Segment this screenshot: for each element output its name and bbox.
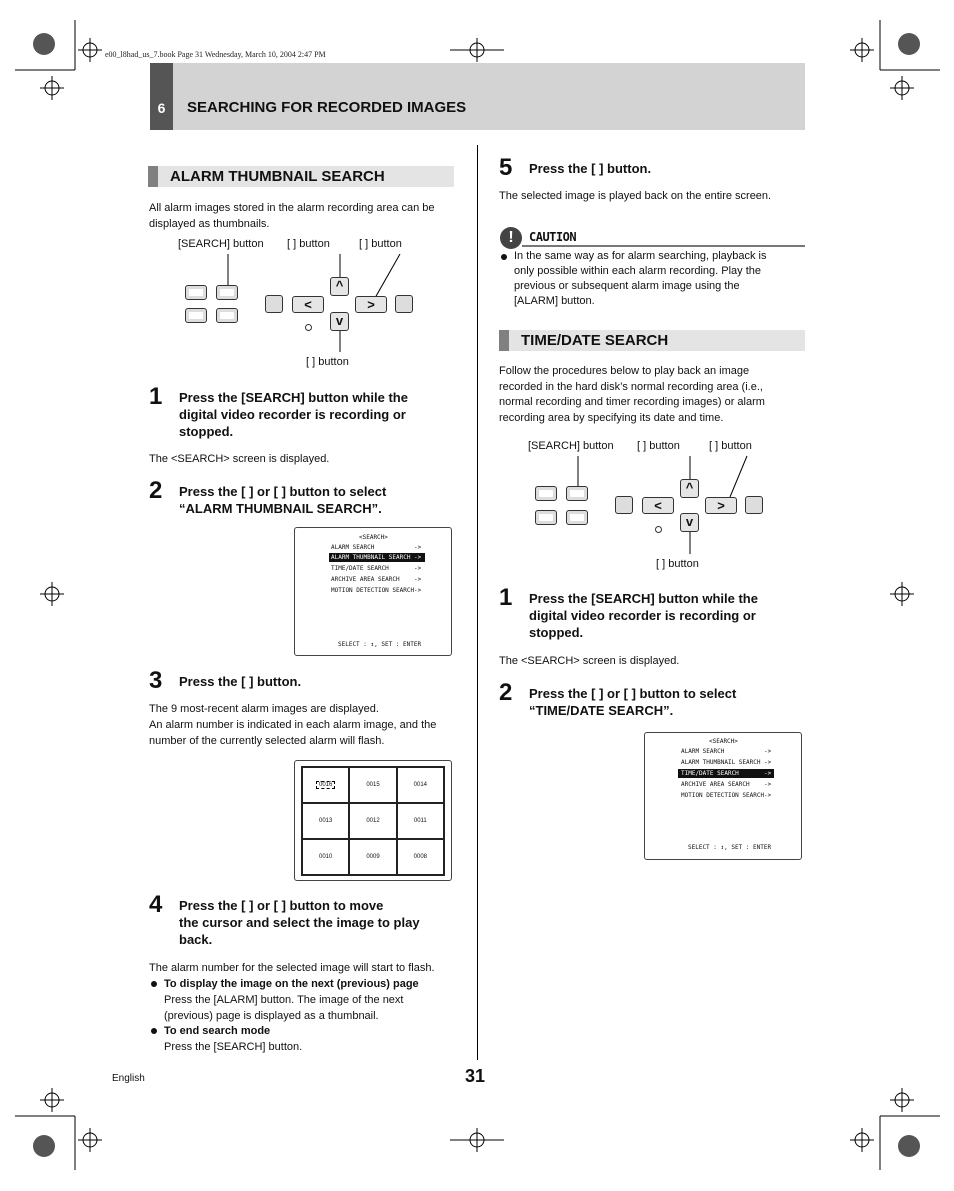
- bullet-line: Press the [SEARCH] button.: [164, 1041, 303, 1053]
- step-number: 5: [499, 154, 513, 181]
- down-arrow-button: v: [680, 513, 699, 532]
- caution-line: only possible within each alarm recording. Play the: [514, 265, 762, 277]
- search-menu-screen: [644, 732, 802, 860]
- menu-title: <SEARCH>: [709, 738, 738, 745]
- search-button-label: [SEARCH] button: [528, 440, 614, 452]
- step-line: “TIME/DATE SEARCH”.: [529, 703, 674, 718]
- menu-title: <SEARCH>: [359, 534, 388, 541]
- thumbnail-cell: 0015: [350, 768, 395, 802]
- front-panel-button: [265, 295, 283, 313]
- right-button-label: [ ] button: [709, 440, 752, 452]
- section-marker: [499, 330, 509, 351]
- front-panel-button: [185, 308, 207, 323]
- thumbnail-cell: 0009: [350, 840, 395, 874]
- intro-line: normal recording and timer recording images) or alarm: [499, 396, 765, 408]
- left-arrow-button: <: [292, 296, 324, 313]
- caution-icon: !: [500, 227, 522, 249]
- step-line: Press the [ ] or [ ] button to select: [529, 686, 737, 701]
- search-menu-screen: [294, 527, 452, 656]
- step-line: the cursor and select the image to play: [179, 915, 420, 930]
- step-line: Press the [SEARCH] button while the: [179, 390, 408, 405]
- footer-language: English: [112, 1073, 145, 1084]
- step-number: 4: [149, 891, 163, 918]
- thumbnail-cell: 0014: [398, 768, 443, 802]
- menu-item-selected: TIME/DATE SEARCH: [681, 770, 739, 777]
- step-line: Press the [ ] or [ ] button to select: [179, 484, 387, 499]
- caution-line: [ALARM] button.: [514, 295, 595, 307]
- bullet-dot: [501, 254, 507, 260]
- caution-line: previous or subsequent alarm image using the: [514, 280, 740, 292]
- step-number: 2: [499, 679, 513, 706]
- note-line: number of the currently selected alarm will flash.: [149, 735, 385, 747]
- down-button-label: [ ] button: [656, 558, 699, 570]
- intro-line: All alarm images stored in the alarm recording area can be: [149, 202, 435, 214]
- chapter-title: SEARCHING FOR RECORDED IMAGES: [187, 99, 467, 116]
- up-arrow-button: ^: [330, 277, 349, 296]
- menu-item: ALARM SEARCH: [681, 748, 725, 755]
- button-diagram-right: [520, 433, 810, 573]
- left-arrow-button: <: [642, 497, 674, 514]
- bullet-item: [164, 1023, 302, 1055]
- menu-item: ARCHIVE AREA SEARCH: [681, 781, 750, 788]
- thumbnail-cell: 0010: [303, 840, 348, 874]
- step-instruction: [179, 483, 386, 517]
- step-line: stopped.: [529, 625, 584, 640]
- front-panel-button: [185, 285, 207, 300]
- down-button-label: [ ] button: [306, 356, 349, 368]
- page-number: 31: [465, 1066, 486, 1086]
- menu-item: MOTION DETECTION SEARCH: [331, 587, 415, 594]
- caution-label: CAUTION: [529, 230, 577, 244]
- section-heading-time-date: [499, 330, 805, 351]
- step-instruction: [179, 389, 408, 440]
- section-heading-alarm-thumbnail: [148, 166, 454, 187]
- caution-rule: [522, 245, 805, 247]
- step-note: The selected image is played back on the entire screen.: [499, 190, 772, 202]
- chapter-number-box: [150, 63, 173, 130]
- bullet-line: (previous) page is displayed as a thumbnail.: [164, 1010, 379, 1022]
- thumbnail-cell: [303, 768, 348, 802]
- menu-footer: SELECT : ↕, SET : ENTER: [688, 844, 772, 851]
- menu-arrow: ->: [764, 781, 772, 788]
- note-line: An alarm number is indicated in each alarm image, and the: [149, 719, 437, 731]
- menu-arrow: ->: [414, 565, 422, 572]
- menu-arrow: ->: [764, 759, 772, 766]
- menu-arrow: ->: [764, 748, 772, 755]
- step-instruction: Press the [ ] button.: [179, 674, 302, 689]
- thumbnail-screen: [294, 760, 452, 881]
- front-panel-button: [535, 510, 557, 525]
- menu-item: MOTION DETECTION SEARCH: [681, 792, 765, 799]
- step-number: 2: [149, 477, 163, 504]
- menu-arrow: ->: [414, 576, 422, 583]
- print-header: e00_l8had_us_7.book Page 31 Wednesday, March 10, 2004 2:47 PM: [105, 50, 326, 59]
- step-line: stopped.: [179, 424, 234, 439]
- menu-arrow: ->: [414, 554, 422, 561]
- indicator-dot: [305, 324, 312, 331]
- indicator-dot: [655, 526, 662, 533]
- bullet-title: To display the image on the next (previous) page: [164, 978, 419, 990]
- intro-line: displayed as thumbnails.: [149, 218, 270, 230]
- caution-line: In the same way as for alarm searching, playback is: [514, 250, 767, 262]
- column-divider: [477, 145, 478, 1060]
- bullet-title: To end search mode: [164, 1025, 271, 1037]
- intro-line: recording area by specifying its date and time.: [499, 411, 724, 424]
- menu-item: ALARM SEARCH: [331, 544, 375, 551]
- step-number: 3: [149, 667, 163, 694]
- section-marker: [148, 166, 158, 187]
- intro-line: Follow the procedures below to play back an image: [499, 365, 750, 377]
- up-arrow-button: ^: [680, 479, 699, 498]
- right-arrow-button: >: [355, 296, 387, 313]
- chapter-header-band: [150, 63, 805, 130]
- thumbnail-cell: 0013: [303, 804, 348, 838]
- bullet-dot: [151, 1028, 157, 1034]
- intro-line: recorded in the hard disk’s normal recording area (i.e.,: [499, 380, 763, 393]
- thumbnail-cell: 0008: [398, 840, 443, 874]
- menu-arrow: ->: [764, 770, 772, 777]
- step-note: The alarm number for the selected image will start to flash.: [149, 962, 435, 974]
- search-button-label: [SEARCH] button: [178, 238, 264, 250]
- step-instruction: [179, 897, 420, 948]
- front-panel-button: [745, 496, 763, 514]
- bullet-line: Press the [ALARM] button. The image of the next: [164, 994, 404, 1006]
- section-title: TIME/DATE SEARCH: [521, 332, 669, 349]
- menu-arrow: ->: [414, 544, 422, 551]
- menu-arrow: ->: [414, 587, 422, 594]
- menu-item: ARCHIVE AREA SEARCH: [331, 576, 400, 583]
- up-button-label: [ ] button: [287, 238, 330, 250]
- step-line: digital video recorder is recording or: [529, 608, 756, 623]
- note-line: The 9 most-recent alarm images are displayed.: [149, 703, 379, 715]
- step-line: Press the [SEARCH] button while the: [529, 591, 758, 606]
- thumbnail-cell: 0012: [350, 804, 395, 838]
- step-line: “ALARM THUMBNAIL SEARCH”.: [179, 501, 382, 516]
- bullet-dot: [151, 981, 157, 987]
- step-number: 1: [149, 383, 163, 410]
- up-button-label: [ ] button: [637, 440, 680, 452]
- menu-arrow: ->: [764, 792, 772, 799]
- bullet-item: [164, 976, 419, 1024]
- step-note: [149, 701, 436, 749]
- front-panel-button: [566, 510, 588, 525]
- thumbnail-number-selected: 0016: [316, 781, 335, 789]
- button-diagram-left: [170, 232, 460, 372]
- thumbnail-grid: [301, 766, 445, 876]
- right-intro: [499, 364, 765, 426]
- down-arrow-button: v: [330, 312, 349, 331]
- right-button-label: [ ] button: [359, 238, 402, 250]
- step-note: The <SEARCH> screen is displayed.: [149, 453, 330, 465]
- right-arrow-button: >: [705, 497, 737, 514]
- thumbnail-cell: 0011: [398, 804, 443, 838]
- search-button: [216, 285, 238, 300]
- step-note: The <SEARCH> screen is displayed.: [499, 655, 680, 667]
- section-title: ALARM THUMBNAIL SEARCH: [170, 168, 385, 185]
- front-panel-button: [615, 496, 633, 514]
- step-instruction: Press the [ ] button.: [529, 161, 652, 176]
- step-instruction: [529, 685, 736, 719]
- front-panel-button: [535, 486, 557, 501]
- menu-item: ALARM THUMBNAIL SEARCH: [681, 759, 761, 766]
- menu-item: TIME/DATE SEARCH: [331, 565, 389, 572]
- chapter-number: 6: [157, 100, 166, 116]
- search-button: [566, 486, 588, 501]
- step-line: Press the [ ] or [ ] button to move: [179, 898, 384, 913]
- menu-item-selected: ALARM THUMBNAIL SEARCH: [331, 554, 411, 561]
- step-line: digital video recorder is recording or: [179, 407, 406, 422]
- front-panel-button: [395, 295, 413, 313]
- step-line: back.: [179, 932, 213, 947]
- step-instruction: [529, 590, 758, 641]
- front-panel-button: [216, 308, 238, 323]
- menu-footer: SELECT : ↕, SET : ENTER: [338, 641, 422, 648]
- left-intro: [149, 200, 435, 232]
- step-number: 1: [499, 584, 513, 611]
- caution-text: [514, 249, 767, 309]
